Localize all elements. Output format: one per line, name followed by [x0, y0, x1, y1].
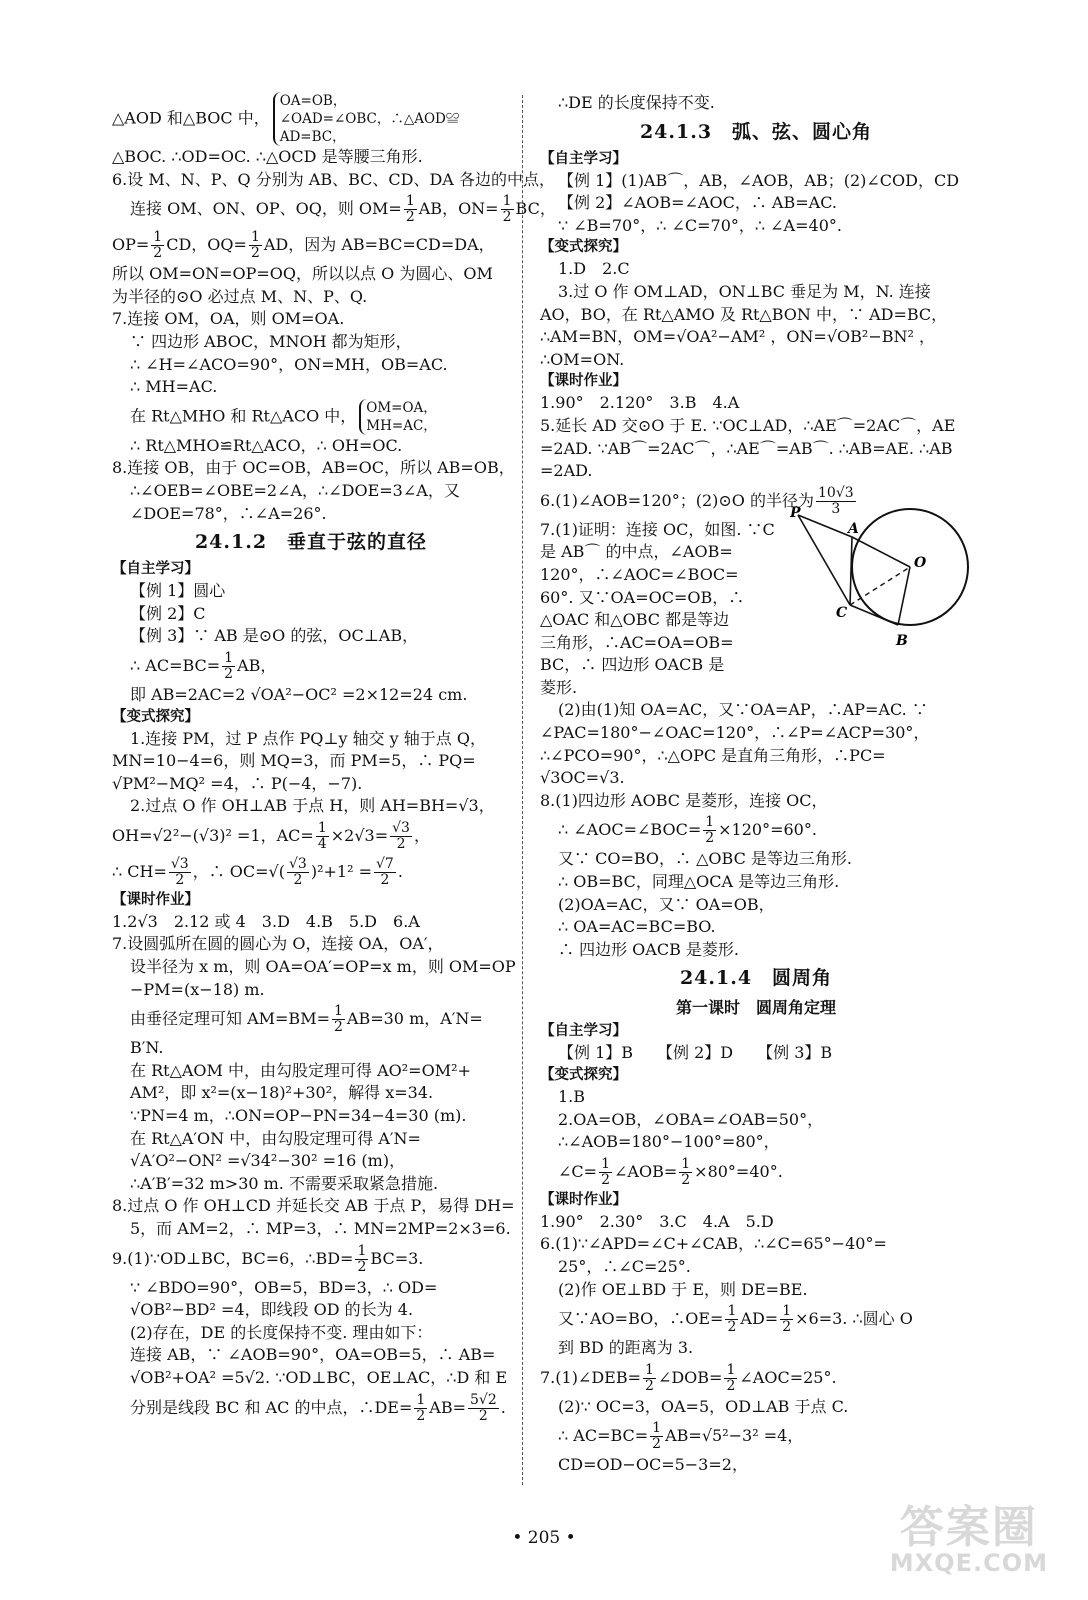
text-line: 1.90° 2.120° 3.B 4.A	[540, 393, 740, 413]
left-column	[112, 92, 556, 1426]
text-line: 120°，∴∠AOC=∠BOC=	[540, 564, 739, 584]
text-line: 8.(1)四边形 AOBC 是菱形，连接 OC，	[540, 790, 828, 810]
text-line: 1.连接 PM，过 P 点作 PQ⊥y 轴交 y 轴于点 Q，	[130, 728, 486, 748]
text-line: ∠C= $\frac{1}{2}$ ∠AOB= $\frac{1}{2}$ ×80°=40°.	[558, 1155, 783, 1188]
section-heading: 24.1.2 垂直于弦的直径	[194, 531, 428, 554]
segment-pc	[798, 515, 850, 605]
text-line: 【例 1】圆心	[130, 581, 226, 601]
fraction: $\frac{1}{2}$	[645, 1361, 654, 1394]
text-line: ∴ OB=BC，同理△OCA 是等边三角形.	[558, 872, 840, 892]
text-line: 三角形，∴AC=OA=OB=	[540, 632, 734, 652]
text-line: 6.(1)∠AOB=120°；(2)⊙O 的半径为 $\frac{10√3}{3}$	[540, 484, 854, 517]
text-line: 所以 OM=ON=OP=OQ，所以以点 O 为圆心、OM	[112, 264, 493, 284]
section-tag: 【课时作业】	[540, 1191, 627, 1208]
text-line: √OB²+OA² =5√2. ∵OD⊥BC，OE⊥AC，∴D 和 E	[130, 1367, 508, 1387]
text-line: OH=√2²−(√3)² =1，AC= $\frac{1}{4}$ ×2√3= $\frac{√3}{2}$ ，	[112, 819, 430, 852]
text-line: ∵ ∠B=70°，∴ ∠C=70°，∴ ∠A=40°.	[558, 215, 842, 235]
text-line: BC，∴ 四边形 OACB 是	[540, 655, 725, 675]
segment-ob	[898, 567, 910, 625]
fraction: $\frac{1}{2}$	[705, 814, 715, 847]
fraction: $\frac{1}{2}$	[250, 229, 260, 262]
section-tag: 【课时作业】	[540, 373, 627, 390]
text-line: 【例 2】∠AOB=∠AOC，∴ AB=AC.	[558, 193, 837, 213]
text-line: 在 Rt△AOM 中，由勾股定理可得 AO²=OM²+	[130, 1060, 471, 1080]
text-line: ∴DE 的长度保持不变.	[558, 93, 715, 112]
text-line: ∴∠PCO=90°，∴△OPC 是直角三角形，∴PC=	[540, 745, 886, 765]
label-o: O	[914, 555, 927, 571]
section-tag: 【自主学习】	[112, 561, 199, 578]
brace-system: OA=OB， ∠OAD=∠OBC，∴△AOD≌ AD=BC，	[273, 92, 460, 146]
text-line: (2)OA=AC，又∵ OA=OB，	[558, 894, 775, 914]
text-line: (2)由(1)知 OA=AC，又∵OA=AP，∴AP=AC. ∵	[558, 700, 928, 720]
fraction: $\frac{1}{2}$	[652, 1420, 662, 1453]
fraction: $\frac{10√3}{3}$	[818, 484, 854, 517]
text-line: 【例 1】(1)AB⌒，AB，∠AOB，AB；(2)∠COD，CD	[558, 170, 960, 190]
fraction: $\frac{1}{2}$	[782, 1303, 792, 1336]
text-line: ∴ OA=AC=BC=BO.	[558, 917, 716, 937]
fraction: $\frac{√3}{2}$	[289, 855, 307, 888]
label-p: P	[790, 505, 801, 521]
text-line: 8.连接 OB，由于 OC=OB，AB=OC，所以 AB=OB，	[112, 458, 515, 478]
section-tag: 【自主学习】	[540, 1023, 627, 1040]
fraction: $\frac{5√2}{2}$	[470, 1391, 497, 1424]
text-line: ∠PAC=180°−∠OAC=120°，∴∠P=∠ACP=30°，	[540, 723, 930, 743]
text-line: 5.延长 AD 交⊙O 于 E. ∵OC⊥AD，∴AE⌒=2AC⌒，AE	[540, 415, 956, 435]
text-line: 3.过 O 作 OM⊥AD，ON⊥BC 垂足为 M，N. 连接	[558, 281, 931, 301]
text-line: 连接 AB，∵ ∠AOB=90°，OA=OB=5，∴ AB=	[130, 1345, 496, 1365]
text-line: ∠DOE=78°，∴∠A=26°.	[130, 503, 327, 523]
segment-ac	[850, 537, 852, 605]
segment-pa	[798, 515, 852, 537]
label-b: B	[896, 633, 908, 649]
text-line: 由垂径定理可知 AM=BM= $\frac{1}{2}$ AB=30 m，A′N=	[130, 1003, 483, 1036]
text-line: 5，而 AM=2，∴ MP=3，∴ MN=2MP=2×3=6.	[130, 1219, 511, 1238]
fraction: $\frac{1}{2}$	[601, 1155, 610, 1188]
section-heading: 24.1.3 弧、弦、圆心角	[639, 120, 873, 143]
text-line: 是 AB⌒ 的中点，∠AOB=	[540, 542, 733, 562]
text-line: 设半径为 x m，则 OA=OA′=OP=x m，则 OM=OP	[130, 957, 516, 977]
segment-ao	[852, 537, 910, 567]
text-line: ∵ ∠BDO=90°，OB=5，BD=3，∴ OD=	[130, 1277, 438, 1297]
fraction: $\frac{1}{2}$	[416, 1391, 426, 1424]
label-a: A	[848, 521, 859, 537]
text-line: ∴ Rt△MHO≌Rt△ACO，∴ OH=OC.	[130, 435, 403, 455]
text-line: MN=10−4=6，则 MQ=3，而 PM=5，∴ PQ=	[112, 751, 476, 771]
text-line: 在 Rt△MHO 和 Rt△ACO 中， OM=OA， MH=AC，	[130, 399, 437, 434]
text-line: 2.过点 O 作 OH⊥AB 于点 H，则 AH=BH=√3，	[130, 796, 495, 816]
text-line: 6.(1)∵∠APD=∠C+∠CAB，∴∠C=65°−40°=	[540, 1234, 887, 1254]
fraction: $\frac{1}{4}$	[317, 819, 327, 852]
text-line: 25°，∴∠C=25°.	[558, 1256, 691, 1276]
text-line: −PM=(x−18) m.	[130, 979, 265, 999]
text-line: 【例 3】∵ AB 是⊙O 的弦，OC⊥AB，	[130, 626, 419, 646]
text-line: ∴A′B′=32 m>30 m. 不需要采取紧急措施.	[130, 1173, 439, 1193]
text-line: 菱形.	[540, 677, 578, 697]
text-line: 1.2√3 2.12 或 4 3.D 4.B 5.D 6.A	[112, 911, 420, 931]
text-line: △BOC. ∴OD=OC. ∴△OCD 是等腰三角形.	[112, 147, 423, 166]
text-line: ∴∠OEB=∠OBE=2∠A，∴∠DOE=3∠A，又	[130, 480, 460, 500]
text-line: ∴AM=BN，OM=√OA²−AM² ，ON=√OB²−BN² ，	[540, 327, 935, 347]
subsection-heading: 第一课时 圆周角定理	[675, 998, 836, 1018]
text-line: 9.(1)∵OD⊥BC，BC=6，∴BD= $\frac{1}{2}$ BC=3.	[112, 1242, 424, 1275]
segment-co	[850, 567, 910, 605]
text-line: 7.(1)证明：连接 OC，如图. ∵C	[540, 519, 775, 539]
text-line: △AOD 和△BOC 中， OA=OB， ∠OAD=∠OBC，∴△AOD≌ AD=BC，	[112, 93, 460, 145]
text-line: AM²，即 x²=(x−18)²+30²，解得 x=34.	[130, 1083, 434, 1103]
right-column	[540, 92, 972, 1477]
text-line: √OB²−BD² =4，即线段 OD 的长为 4.	[130, 1300, 414, 1320]
text-line: 1.D 2.C	[558, 259, 630, 279]
text-line: √A′O²−ON² =√34²−30² =16 (m)，	[130, 1151, 406, 1171]
brace-system: OM=OA， MH=AC，	[359, 399, 437, 435]
text-line: ∴ MH=AC.	[130, 377, 218, 397]
fraction: $\frac{1}{2}$	[224, 649, 234, 682]
text-line: √PM²−MQ² =4，∴ P(−4，−7).	[112, 773, 363, 793]
text-line: ∴ AC=BC= $\frac{1}{2}$ AB=√5²−3² =4，	[558, 1420, 804, 1453]
fraction: $\frac{1}{2}$	[726, 1361, 736, 1394]
text-line: 又∵ CO=BO，∴ △OBC 是等边三角形.	[558, 849, 853, 869]
text-line: (2)∵ OC=3，OA=5，OD⊥AB 于点 C.	[558, 1396, 849, 1416]
text-line: B′N.	[130, 1038, 164, 1058]
text-line: ∴ 四边形 OACB 是菱形.	[558, 939, 740, 959]
section-tag: 【变式探究】	[540, 239, 627, 256]
fraction: $\frac{1}{2}$	[357, 1242, 367, 1275]
text-line: ∵PN=4 m，∴ON=OP−PN=34−4=30 (m).	[130, 1106, 467, 1126]
fraction: $\frac{1}{2}$	[727, 1303, 737, 1336]
text-line: 分别是线段 BC 和 AC 的中点，∴DE= $\frac{1}{2}$ AB= $\frac{5√2}{2}$ .	[130, 1391, 506, 1424]
fraction: $\frac{1}{2}$	[502, 193, 512, 226]
section-tag: 【变式探究】	[540, 1067, 627, 1083]
fraction: $\frac{1}{2}$	[405, 193, 415, 226]
text-line: 8.过点 O 作 OH⊥CD 并延长交 AB 于点 P，易得 DH=	[112, 1196, 515, 1216]
text-line: 6.设 M、N、P、Q 分别为 AB、BC、CD、DA 各边的中点，	[112, 169, 555, 189]
fraction: $\frac{1}{2}$	[333, 1003, 343, 1036]
text-line: 到 BD 的距离为 3.	[558, 1338, 694, 1358]
text-line: (2)作 OE⊥BD 于 E，则 DE=BE.	[558, 1279, 808, 1299]
watermark: 答案圈 MXQE.COM	[889, 1502, 1048, 1577]
text-line: 1.B	[558, 1087, 586, 1106]
fraction: $\frac{1}{2}$	[153, 229, 163, 262]
text-line: =2AD.	[540, 461, 593, 481]
text-line: ∴ ∠H=∠ACO=90°，ON=MH，OB=AC.	[130, 354, 448, 374]
text-line: ∴ ∠AOC=∠BOC= $\frac{1}{2}$ ×120°=60°.	[558, 814, 817, 847]
text-line: (2)存在，DE 的长度保持不变. 理由如下：	[130, 1322, 433, 1342]
text-line: 2.OA=OB，∠OBA=∠OAB=50°，	[558, 1109, 824, 1129]
text-line: =2AD. ∵AB⌒=2AC⌒，∴AE⌒=AB⌒. ∴AB=AE. ∴AB	[540, 438, 953, 458]
text-line: ∴ CH= $\frac{√3}{2}$ ，∴ OC=√( $\frac{√3}{2}$ )²+1² = $\frac{√7}{2}$ .	[112, 855, 403, 888]
section-tag: 【课时作业】	[112, 891, 199, 908]
text-line: △OAC 和△OBC 都是等边	[540, 610, 730, 630]
text-line: 60°. 又∵OA=OC=OB，∴	[540, 587, 745, 607]
text-line: 7.连接 OM，OA，则 OM=OA.	[112, 309, 345, 329]
text-line: CD=OD−OC=5−3=2，	[558, 1455, 748, 1475]
text-line: 7.设圆弧所在圆的圆心为 O，连接 OA，OA′，	[112, 934, 444, 954]
label-c: C	[836, 605, 848, 621]
text-line: ∴ AC=BC= $\frac{1}{2}$ AB，	[130, 649, 277, 682]
column-divider	[522, 95, 523, 1485]
text-line: 连接 OM、ON、OP、OQ，则 OM= $\frac{1}{2}$ AB，ON= $\frac{1}{2}$ BC，	[130, 193, 556, 226]
text-line: ∴∠AOB=180°−100°=80°，	[558, 1132, 780, 1152]
text-line: 在 Rt△A′ON 中，由勾股定理可得 A′N=	[130, 1128, 421, 1148]
fraction: $\frac{√7}{2}$	[375, 855, 394, 888]
text-line: 7.(1)∠DEB= $\frac{1}{2}$ ∠DOB= $\frac{1}{2}$ ∠AOC=25°.	[540, 1361, 837, 1394]
text-line: OP= $\frac{1}{2}$ CD，OQ= $\frac{1}{2}$ AD，因为 AB=BC=CD=DA，	[112, 229, 495, 262]
text-line: √3OC=√3.	[540, 768, 625, 788]
circle-diagram	[790, 505, 980, 655]
page-number: • 205 •	[512, 1528, 576, 1548]
text-line: ∴OM=ON.	[540, 349, 625, 369]
segment-cb	[850, 605, 898, 625]
text-line: 【例 2】C	[130, 603, 206, 623]
text-line: 1.90° 2.30° 3.C 4.A 5.D	[540, 1211, 774, 1231]
fraction: $\frac{√3}{2}$	[392, 819, 410, 852]
text-line: ∵ 四边形 ABOC，MNOH 都为矩形，	[130, 331, 412, 351]
fraction: $\frac{√3}{2}$	[170, 855, 189, 888]
section-heading: 24.1.4 圆周角	[679, 967, 833, 990]
text-line: 【例 1】B 【例 2】D 【例 3】B	[558, 1043, 833, 1063]
text-line: AO，BO，在 Rt△AMO 及 Rt△BON 中，∵ AD=BC，	[540, 304, 948, 324]
section-tag: 【自主学习】	[540, 150, 627, 167]
fraction: $\frac{1}{2}$	[681, 1155, 691, 1188]
text-line: 为半径的⊙O 必过点 M、N、P、Q.	[112, 286, 368, 306]
text-line: 即 AB=2AC=2 √OA²−OC² =2×12=24 cm.	[130, 684, 468, 704]
text-line: 又∵AO=BO，∴OE= $\frac{1}{2}$ AD= $\frac{1}{2}$ ×6=3. ∴圆心 O	[558, 1303, 913, 1336]
section-tag: 【变式探究】	[112, 708, 199, 725]
